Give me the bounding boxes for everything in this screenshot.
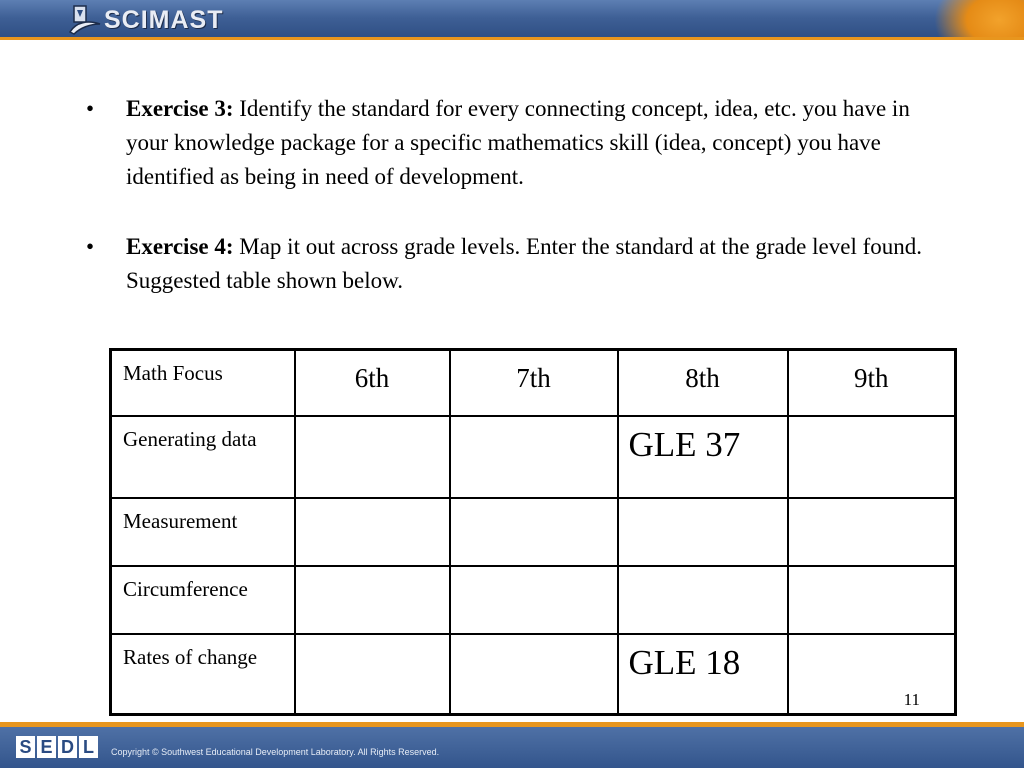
table-cell xyxy=(450,416,618,498)
bullet-label: Exercise 3: xyxy=(126,96,234,121)
footer-bar xyxy=(0,727,1024,768)
table-cell xyxy=(450,498,618,566)
sedl-letter: L xyxy=(79,736,98,758)
table-row xyxy=(111,634,956,715)
copyright-text: Copyright © Southwest Educational Development Laboratory. All Rights Reserved. xyxy=(111,747,440,757)
table-cell xyxy=(450,634,618,715)
table-cell xyxy=(788,634,956,715)
row-focus-label: Circumference xyxy=(111,566,295,634)
header-6th: 6th xyxy=(295,350,450,417)
row-focus-label: Measurement xyxy=(111,498,295,566)
slide-number: 11 xyxy=(903,690,920,709)
table-cell xyxy=(788,566,956,634)
table-cell xyxy=(295,566,450,634)
sedl-letter: S xyxy=(16,736,35,758)
row-focus-label: Generating data xyxy=(111,416,295,498)
table-cell xyxy=(295,634,450,715)
bullet-label: Exercise 4: xyxy=(126,234,234,259)
scimast-logo xyxy=(68,4,224,36)
scimast-logo-icon xyxy=(68,4,102,36)
table-cell xyxy=(295,416,450,498)
table-row xyxy=(111,498,956,566)
table-cell xyxy=(788,416,956,498)
table-cell xyxy=(295,498,450,566)
header-9th: 9th xyxy=(788,350,956,417)
bullet-marker: • xyxy=(86,96,95,121)
header-8th: 8th xyxy=(618,350,788,417)
logo-text: SCIMAST xyxy=(104,5,224,34)
table-cell: GLE 37 xyxy=(618,416,788,498)
table-row xyxy=(111,566,956,634)
row-focus-label: Rates of change xyxy=(111,634,295,715)
bullet-text: Map it out across grade levels. Enter the standard at the grade level found. Suggested table shown below. xyxy=(126,234,922,293)
header-stripe xyxy=(0,37,1024,40)
table-row xyxy=(111,416,956,498)
header-7th: 7th xyxy=(450,350,618,417)
bullet-text: Identify the standard for every connecting concept, idea, etc. you have in your knowledge package for a specific mathematics skill (idea, concept) you have identified as being in need of development. xyxy=(126,96,910,189)
grade-level-table xyxy=(109,348,957,716)
bullet-list xyxy=(84,92,924,298)
table-cell xyxy=(788,498,956,566)
sedl-letter: D xyxy=(58,736,77,758)
table-cell xyxy=(618,498,788,566)
table-cell xyxy=(618,566,788,634)
header-math-focus: Math Focus xyxy=(111,350,295,417)
header-banner xyxy=(0,0,1024,40)
sedl-letter: E xyxy=(37,736,56,758)
bullet-marker: • xyxy=(86,234,95,259)
bullet-exercise-3 xyxy=(84,92,924,194)
header-glow xyxy=(934,0,1024,40)
table-cell xyxy=(450,566,618,634)
table-cell: GLE 18 xyxy=(618,634,788,715)
sedl-logo xyxy=(16,736,98,758)
table-header-row xyxy=(111,350,956,417)
bullet-exercise-4 xyxy=(84,230,924,298)
